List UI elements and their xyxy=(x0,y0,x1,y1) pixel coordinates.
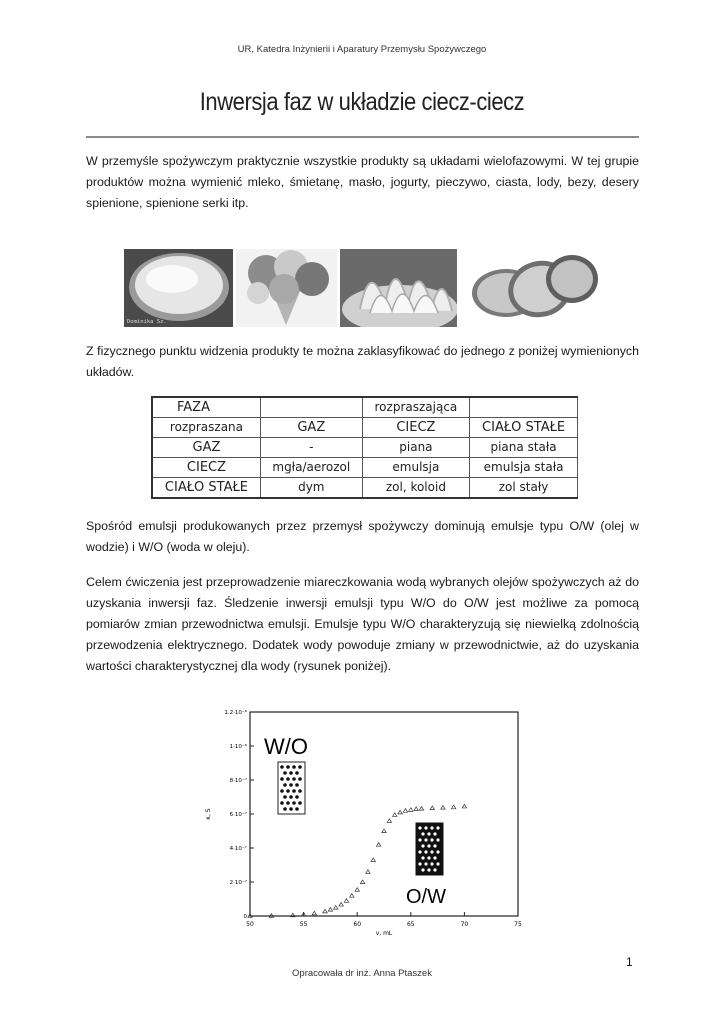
data-point xyxy=(409,808,413,812)
table-header-cell xyxy=(470,397,578,418)
water-droplet xyxy=(298,801,302,805)
page-header: UR, Katedra Inżynierii i Aparatury Przemysłu Spożywczego xyxy=(237,44,487,55)
data-point xyxy=(451,805,455,809)
table-header-cell: rozpraszająca xyxy=(362,397,469,418)
table-header-cell: CIAŁO STAŁE xyxy=(470,418,578,438)
photo-caption: Dominika Sz. xyxy=(127,319,167,325)
oil-droplet xyxy=(424,826,427,829)
water-droplet xyxy=(289,795,293,799)
water-droplet xyxy=(295,783,299,787)
oil-droplet xyxy=(427,856,430,859)
data-point xyxy=(323,909,327,913)
water-droplet xyxy=(295,795,299,799)
table-cell: dym xyxy=(260,478,362,499)
water-droplet xyxy=(283,807,287,811)
oil-droplet xyxy=(424,838,427,841)
data-point xyxy=(398,810,402,814)
table-header-cell: CIECZ xyxy=(362,418,469,438)
data-point xyxy=(403,809,407,813)
water-droplet xyxy=(289,783,293,787)
y-tick-label: 1.2·10⁻⁶ xyxy=(224,710,247,716)
x-tick-label: 60 xyxy=(353,921,362,928)
data-point xyxy=(387,819,391,823)
data-point xyxy=(462,804,466,808)
table-header-cell: rozpraszana xyxy=(152,418,260,438)
data-point xyxy=(344,899,348,903)
phase-systems-table xyxy=(151,396,578,499)
page-footer: Opracowała dr inż. Anna Ptaszek xyxy=(292,968,432,979)
water-droplet xyxy=(292,765,296,769)
data-point xyxy=(430,806,434,810)
water-droplet xyxy=(292,801,296,805)
water-droplet xyxy=(298,777,302,781)
chart-svg xyxy=(198,700,528,945)
emulsion-types-paragraph: Spośród emulsji produkowanych przez przemysł spożywczy dominują emulsje typu O/W (olej w wodzie) i W/O (woda w oleju). xyxy=(86,519,639,554)
table-cell: emulsja stała xyxy=(470,458,578,478)
ice-cream-photo xyxy=(236,249,337,327)
water-droplet xyxy=(283,771,287,775)
oil-droplet xyxy=(418,838,421,841)
data-point xyxy=(441,806,445,810)
oil-droplet xyxy=(421,868,424,871)
annotation-wo: W/O xyxy=(264,734,308,759)
oil-droplet xyxy=(436,850,439,853)
water-droplet xyxy=(286,801,290,805)
oil-droplet xyxy=(421,844,424,847)
oil-droplet xyxy=(424,850,427,853)
water-droplet xyxy=(280,789,284,793)
water-droplet xyxy=(292,789,296,793)
y-axis-label: κ, S xyxy=(205,808,212,820)
water-droplet xyxy=(289,771,293,775)
title-divider xyxy=(86,136,639,138)
oil-droplet xyxy=(433,844,436,847)
table-header-cell: FAZA xyxy=(152,397,260,418)
table-row xyxy=(152,478,578,499)
oil-droplet xyxy=(430,838,433,841)
x-tick-label: 65 xyxy=(406,921,415,928)
y-tick-label: 4·10⁻⁷ xyxy=(229,846,247,852)
table-header-cell: GAZ xyxy=(260,418,362,438)
data-point xyxy=(382,829,386,833)
y-tick-label: 2·10⁻⁷ xyxy=(229,880,247,886)
oil-droplet xyxy=(427,844,430,847)
oil-droplet xyxy=(430,862,433,865)
oil-droplet xyxy=(436,826,439,829)
y-tick-label: 6·10⁻⁷ xyxy=(229,812,247,818)
ow-droplet-box xyxy=(416,823,443,875)
water-droplet xyxy=(286,777,290,781)
conductivity-chart xyxy=(198,700,528,945)
table-cell: zol, koloid xyxy=(362,478,469,499)
table-row-label: GAZ xyxy=(152,438,260,458)
data-point xyxy=(339,902,343,906)
table-row-label: CIECZ xyxy=(152,458,260,478)
oil-droplet xyxy=(427,868,430,871)
data-point xyxy=(393,813,397,817)
table-cell: piana stała xyxy=(470,438,578,458)
exercise-goal-paragraph: Celem ćwiczenia jest przeprowadzenie miareczkowania wodą wybranych olejów spożywczych aż do uzyskania inwersji faz. Śledzenie inwersji emulsji typu W/O do O/W jest możliwe za pomocą pomiarów zmian przewodnictwa emulsji. Emulsje typu W/O charakteryzują się niewielką zdolnością przewodzenia elektrycznego. Dodatek wody powoduje zmiany w przewodnictwie, aż do uzyskania wartości charakterystycznej dla wody (rysunek poniżej). xyxy=(86,575,639,673)
oil-droplet xyxy=(427,832,430,835)
oil-droplet xyxy=(418,826,421,829)
page-number: 1 xyxy=(626,955,633,969)
x-tick-label: 55 xyxy=(299,921,308,928)
water-droplet xyxy=(289,807,293,811)
oil-droplet xyxy=(418,850,421,853)
data-point xyxy=(350,894,354,898)
oil-droplet xyxy=(436,862,439,865)
x-tick-label: 70 xyxy=(460,921,469,928)
data-point xyxy=(334,906,338,910)
water-droplet xyxy=(298,789,302,793)
water-droplet xyxy=(280,765,284,769)
water-droplet xyxy=(286,789,290,793)
table-cell: - xyxy=(260,438,362,458)
oil-droplet xyxy=(436,838,439,841)
water-droplet xyxy=(283,795,287,799)
table-row-label: CIAŁO STAŁE xyxy=(152,478,260,499)
bread-photo xyxy=(468,249,600,327)
water-droplet xyxy=(283,783,287,787)
table-cell: emulsja xyxy=(362,458,469,478)
oil-droplet xyxy=(421,832,424,835)
table-cell: mgła/aerozol xyxy=(260,458,362,478)
meringue-photo xyxy=(340,249,457,327)
y-tick-label: 1·10⁻⁶ xyxy=(229,744,247,750)
table-header-row-1 xyxy=(152,397,578,418)
product-photos xyxy=(124,249,600,329)
water-droplet xyxy=(292,777,296,781)
wo-droplet-box xyxy=(278,762,305,814)
table-cell: zol stały xyxy=(470,478,578,499)
oil-droplet xyxy=(421,856,424,859)
table-header-cell xyxy=(260,397,362,418)
oil-droplet xyxy=(430,850,433,853)
data-point xyxy=(312,911,316,915)
data-point xyxy=(355,888,359,892)
oil-droplet xyxy=(433,832,436,835)
water-droplet xyxy=(280,777,284,781)
x-tick-label: 50 xyxy=(246,921,254,928)
table-row xyxy=(152,438,578,458)
oil-droplet xyxy=(418,862,421,865)
water-droplet xyxy=(280,801,284,805)
table-row xyxy=(152,458,578,478)
water-droplet xyxy=(298,765,302,769)
data-point xyxy=(376,843,380,847)
data-point xyxy=(414,807,418,811)
water-droplet xyxy=(295,807,299,811)
y-tick-label: 8·10⁻⁷ xyxy=(229,778,247,784)
table-cell: piana xyxy=(362,438,469,458)
water-droplet xyxy=(295,771,299,775)
data-point xyxy=(371,858,375,862)
y-tick-label: 0 xyxy=(243,914,247,920)
oil-droplet xyxy=(433,856,436,859)
data-point xyxy=(360,880,364,884)
annotation-ow: O/W xyxy=(406,886,446,908)
page-title: Inwersja faz w układzie ciecz-ciecz xyxy=(199,88,525,116)
x-tick-label: 75 xyxy=(514,921,522,928)
oil-droplet xyxy=(433,868,436,871)
data-point xyxy=(419,807,423,811)
data-point xyxy=(328,908,332,912)
x-axis-label: v, mL xyxy=(375,930,393,937)
oil-droplet xyxy=(430,826,433,829)
classification-paragraph: Z fizycznego punktu widzenia produkty te można zaklasyfikować do jednego z poniżej wymienionych układów. xyxy=(86,344,639,379)
cream-photo xyxy=(124,249,233,327)
oil-droplet xyxy=(424,862,427,865)
intro-paragraph: W przemyśle spożywczym praktycznie wszystkie produkty są układami wielofazowymi. W tej grupie produktów można wymienić mleko, śmietanę, masło, jogurty, pieczywo, ciasta, lody, bezy, desery spienione, spienione serki itp. xyxy=(86,154,639,210)
water-droplet xyxy=(286,765,290,769)
table-header-row-2 xyxy=(152,418,578,438)
data-point xyxy=(366,870,370,874)
